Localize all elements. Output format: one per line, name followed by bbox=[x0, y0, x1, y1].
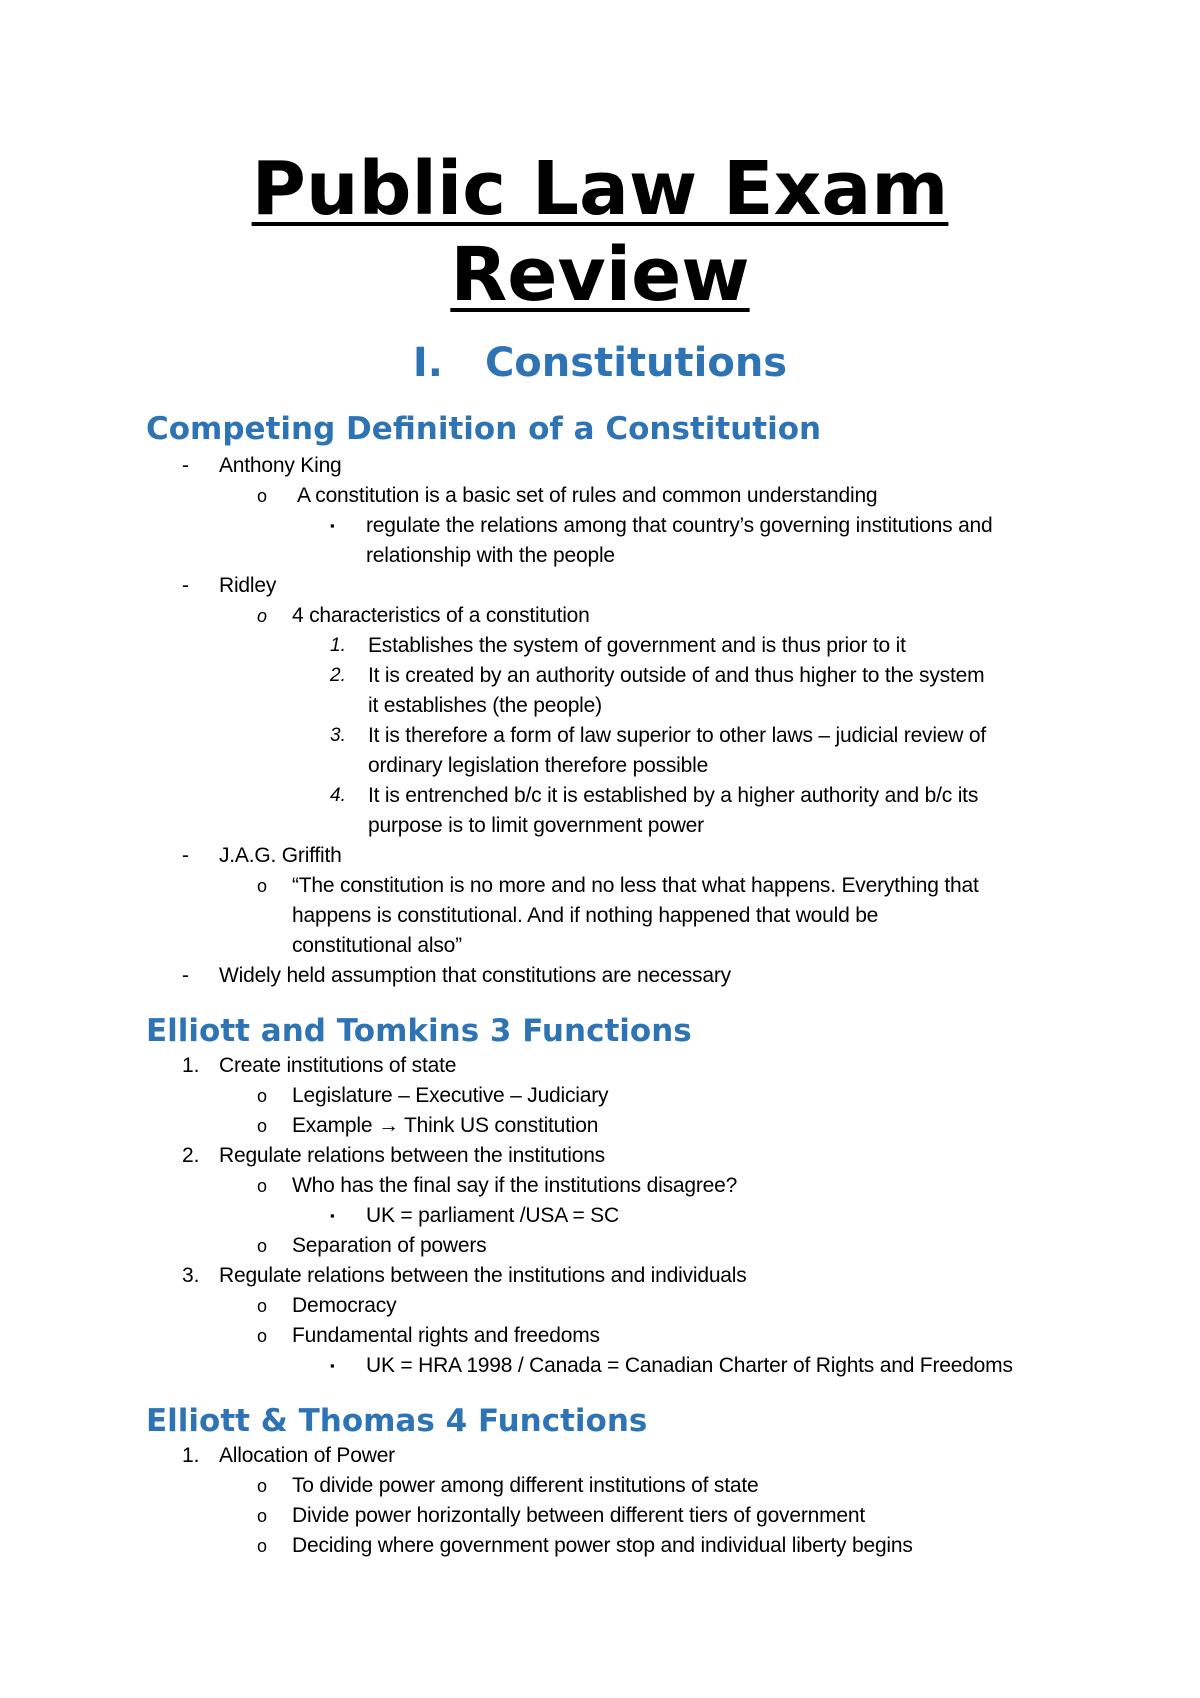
square-bullet: ▪ bbox=[330, 518, 335, 533]
circle-bullet: o bbox=[257, 1086, 268, 1106]
number-marker: 1. bbox=[182, 1444, 200, 1467]
number-marker: 4. bbox=[330, 785, 346, 806]
list-item-function-2b: Separation of powers bbox=[292, 1234, 487, 1257]
list-item-char-3b: ordinary legislation therefore possible bbox=[368, 754, 709, 777]
list-item-char-4a: It is entrenched b/c it is established by a higher authority and b/c its bbox=[368, 784, 979, 807]
list-item-ridley: Ridley bbox=[219, 574, 277, 597]
list-item-function-3: Regulate relations between the institutions and individuals bbox=[219, 1264, 747, 1287]
number-marker: 2. bbox=[330, 665, 346, 686]
list-item-allocation-c: Deciding where government power stop and individual liberty begins bbox=[292, 1534, 913, 1557]
heading-competing-definition: Competing Definition of a Constitution bbox=[146, 411, 822, 447]
circle-bullet: o bbox=[257, 606, 268, 626]
list-item-char-1: Establishes the system of government and is thus prior to it bbox=[368, 634, 906, 657]
list-item-char-4b: purpose is to limit government power bbox=[368, 814, 704, 837]
list-item-char-2b: it establishes (the people) bbox=[368, 694, 602, 717]
heading-elliott-thomas: Elliott & Thomas 4 Functions bbox=[146, 1403, 648, 1439]
list-item-function-1: Create institutions of state bbox=[219, 1054, 457, 1077]
number-marker: 2. bbox=[182, 1144, 200, 1167]
list-item-widely: Widely held assumption that constitutions are necessary bbox=[219, 964, 731, 987]
circle-bullet: o bbox=[257, 486, 268, 506]
section-number: I. bbox=[412, 340, 443, 386]
list-item-allocation-b: Divide power horizontally between different tiers of government bbox=[292, 1504, 865, 1527]
circle-bullet: o bbox=[257, 1476, 268, 1496]
title-line-1: Public Law Exam bbox=[251, 146, 949, 232]
circle-bullet: o bbox=[257, 1236, 268, 1256]
list-item-quote-2: happens is constitutional. And if nothing happened that would be bbox=[292, 904, 879, 927]
circle-bullet: o bbox=[257, 1506, 268, 1526]
number-marker: 3. bbox=[330, 725, 346, 746]
circle-bullet: o bbox=[257, 1176, 268, 1196]
list-item-ridley-intro: 4 characteristics of a constitution bbox=[292, 604, 590, 627]
circle-bullet: o bbox=[257, 1116, 268, 1136]
list-item-allocation-a: To divide power among different institutions of state bbox=[292, 1474, 759, 1497]
dash-marker: - bbox=[182, 844, 189, 867]
list-item-function-1a: Legislature – Executive – Judiciary bbox=[292, 1084, 609, 1107]
dash-marker: - bbox=[182, 454, 189, 477]
list-item-function-3a: Democracy bbox=[292, 1294, 397, 1317]
list-item-function-2: Regulate relations between the institutions bbox=[219, 1144, 605, 1167]
list-item-quote-1: “The constitution is no more and no less that what happens. Everything that bbox=[292, 874, 979, 897]
list-item-char-2a: It is created by an authority outside of and thus higher to the system bbox=[368, 664, 985, 687]
section-heading bbox=[0, 338, 1200, 388]
circle-bullet: o bbox=[257, 1536, 268, 1556]
list-item-griffith: J.A.G. Griffith bbox=[219, 844, 342, 867]
list-item-quote-3: constitutional also” bbox=[292, 934, 462, 957]
circle-bullet: o bbox=[257, 1326, 268, 1346]
list-item-function-2a1: UK = parliament /USA = SC bbox=[366, 1204, 619, 1227]
title-line-2: Review bbox=[450, 232, 750, 318]
list-item-king: Anthony King bbox=[219, 454, 342, 477]
number-marker: 1. bbox=[182, 1054, 200, 1077]
list-item-allocation: Allocation of Power bbox=[219, 1444, 395, 1467]
heading-elliott-tomkins: Elliott and Tomkins 3 Functions bbox=[146, 1013, 692, 1049]
list-item-function-3b1: UK = HRA 1998 / Canada = Canadian Charter of Rights and Freedoms bbox=[366, 1354, 1013, 1377]
document-title bbox=[0, 146, 1200, 318]
list-item-function-2a: Who has the final say if the institutions disagree? bbox=[292, 1174, 738, 1197]
list-item-char-3a: It is therefore a form of law superior to other laws – judicial review of bbox=[368, 724, 987, 747]
square-bullet: ▪ bbox=[330, 1208, 335, 1223]
list-item-function-1b: Example → Think US constitution bbox=[292, 1114, 599, 1137]
circle-bullet: o bbox=[257, 1296, 268, 1316]
circle-bullet: o bbox=[257, 876, 268, 896]
list-item-king-sub-1: regulate the relations among that country’s governing institutions and bbox=[366, 514, 993, 537]
list-item-king-sub-2: relationship with the people bbox=[366, 544, 615, 567]
list-item-function-3b: Fundamental rights and freedoms bbox=[292, 1324, 600, 1347]
dash-marker: - bbox=[182, 574, 189, 597]
section-title: Constitutions bbox=[484, 340, 788, 386]
number-marker: 3. bbox=[182, 1264, 200, 1287]
square-bullet: ▪ bbox=[330, 1358, 335, 1373]
dash-marker: - bbox=[182, 964, 189, 987]
list-item-king-def: A constitution is a basic set of rules and common understanding bbox=[297, 484, 878, 507]
number-marker: 1. bbox=[330, 635, 346, 656]
